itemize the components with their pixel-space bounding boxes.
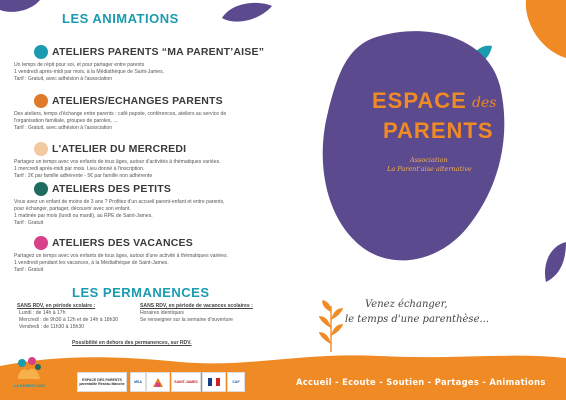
section-body: [14, 111, 276, 132]
logo-parent-aise: [14, 355, 45, 388]
title-parents: PARENTS: [383, 118, 494, 143]
association-name: La Parent'aise alternative: [387, 165, 472, 173]
blob-decoration-purple: [320, 28, 506, 268]
blob-icon: [34, 236, 48, 250]
logo-reseau-parentalite: ESPACE DES PARENTS parentalité Réseau Manche: [77, 372, 127, 392]
permanences-school-period: [17, 303, 118, 331]
section-line: Tarif : Gratuit: [14, 220, 44, 226]
section-body: [14, 253, 276, 274]
logo-parent-aise-text: LA PARENT'AISE: [14, 384, 46, 388]
section-body: [14, 199, 276, 227]
permanences-line: Se renseigner sur la semaine d'ouverture: [140, 317, 233, 323]
footer-tagline: Accueil - Ecoute - Soutien - Partages - Animations: [296, 377, 546, 387]
logo-msa: MSA: [130, 372, 146, 392]
section-line: Partagez un temps avec vos enfants de tous âges, autour d'une activité à thématiques variées.: [14, 253, 228, 259]
section-line: 1 vendredi pendant les vacances, à la Médiathèque de Saint-James.: [14, 260, 169, 266]
section-line: Vous avez un enfant de moins de 3 ans ? Profitez d'un accueil parent-enfant et entre parents,: [14, 199, 225, 205]
permanences-footer: Possibilité en dehors des permanences, sur RDV.: [72, 340, 192, 346]
title-espace: ESPACE: [372, 88, 467, 113]
section-line: 1 matinée par mois (lundi ou mardi), au RPE de Saint-James.: [14, 213, 153, 219]
permanences-holiday-period: [140, 303, 253, 324]
section-line: 1 mercredi après-midi par mois. Lieu donné à l'inscription.: [14, 166, 145, 172]
blob-icon: [34, 45, 48, 59]
logo-saint-james: SAINT-JAMES: [171, 372, 201, 392]
section-title: ATELIERS DES VACANCES: [52, 237, 193, 249]
section-line: 1 vendredi après-midi par mois, à la Médiathèque de Saint-James.: [14, 69, 165, 75]
blob-icon: [34, 94, 48, 108]
tagline-line-1: Venez échanger,: [365, 299, 448, 310]
section-line: Tarif : Gratuit: [14, 267, 44, 273]
people-icon: [14, 355, 44, 381]
section-ateliers-echanges: [14, 93, 276, 132]
leaf-decoration-top-left: [0, 0, 40, 14]
tagline-line-2: le temps d'une parenthèse...: [345, 314, 490, 325]
section-ateliers-petits: [14, 181, 276, 227]
section-line: Un temps de répit pour soi, et pour partager entre parents: [14, 62, 145, 68]
logo-republique: [202, 372, 226, 392]
section-atelier-mercredi: [14, 141, 276, 180]
leaf-decoration-top-right: [496, 0, 566, 60]
section-title: ATELIERS DES PETITS: [52, 183, 172, 195]
plant-icon: [313, 300, 349, 352]
flag-icon: [208, 378, 220, 386]
association-label: Association: [410, 156, 448, 164]
permanences-line: Mercredi : de 9h30 à 12h et de 14h à 18h30: [19, 317, 119, 323]
section-line: l'organisation familiale, groupes de paroles, ...: [14, 118, 118, 124]
section-line: Tarif : 2€ par famille adhérente - 5€ par famille non adhérente: [14, 173, 153, 179]
logo-caf: CAF: [227, 372, 245, 392]
title-des: des: [472, 95, 497, 111]
permanences-line: Lundi : de 14h à 17h: [19, 310, 66, 316]
permanences-line: Vendredi : de 11h30 à 15h30: [19, 324, 85, 330]
section-body: [14, 62, 276, 83]
animations-title: LES ANIMATIONS: [62, 11, 179, 26]
section-line: Des ateliers, temps d'échange entre parents : café papote, conférences, ateliers au service de: [14, 111, 227, 117]
section-line: pour échanger, partager, découvrir avec son enfant.: [14, 206, 131, 212]
logo-pictogram: [146, 372, 170, 392]
section-title: ATELIERS/ECHANGES PARENTS: [52, 95, 223, 107]
section-title: L'ATELIER DU MERCREDI: [52, 143, 187, 155]
leaf-decoration-purple-right: [528, 238, 566, 284]
blob-icon: [34, 182, 48, 196]
permanences-heading: SANS RDV, en période scolaire :: [17, 303, 96, 309]
leaf-decoration-top: [222, 0, 272, 24]
section-ateliers-vacances: [14, 235, 276, 274]
permanences-title: LES PERMANENCES: [72, 285, 210, 300]
blob-icon: [34, 142, 48, 156]
section-title: ATELIERS PARENTS “MA PARENT’AISE”: [52, 46, 265, 58]
section-line: Tarif : Gratuit, avec adhésion à l'association: [14, 76, 113, 82]
section-ateliers-parents: [14, 44, 276, 83]
house-icon: [151, 376, 165, 388]
permanences-line: Horaires identiques: [140, 310, 184, 316]
section-body: [14, 159, 276, 180]
section-line: Partagez un temps avec vos enfants de tous âges, autour d'activités à thématiques variées.: [14, 159, 221, 165]
permanences-heading: SANS RDV, en période de vacances scolaires :: [140, 303, 253, 309]
section-line: Tarif : Gratuit, avec adhésion à l'association: [14, 125, 113, 131]
